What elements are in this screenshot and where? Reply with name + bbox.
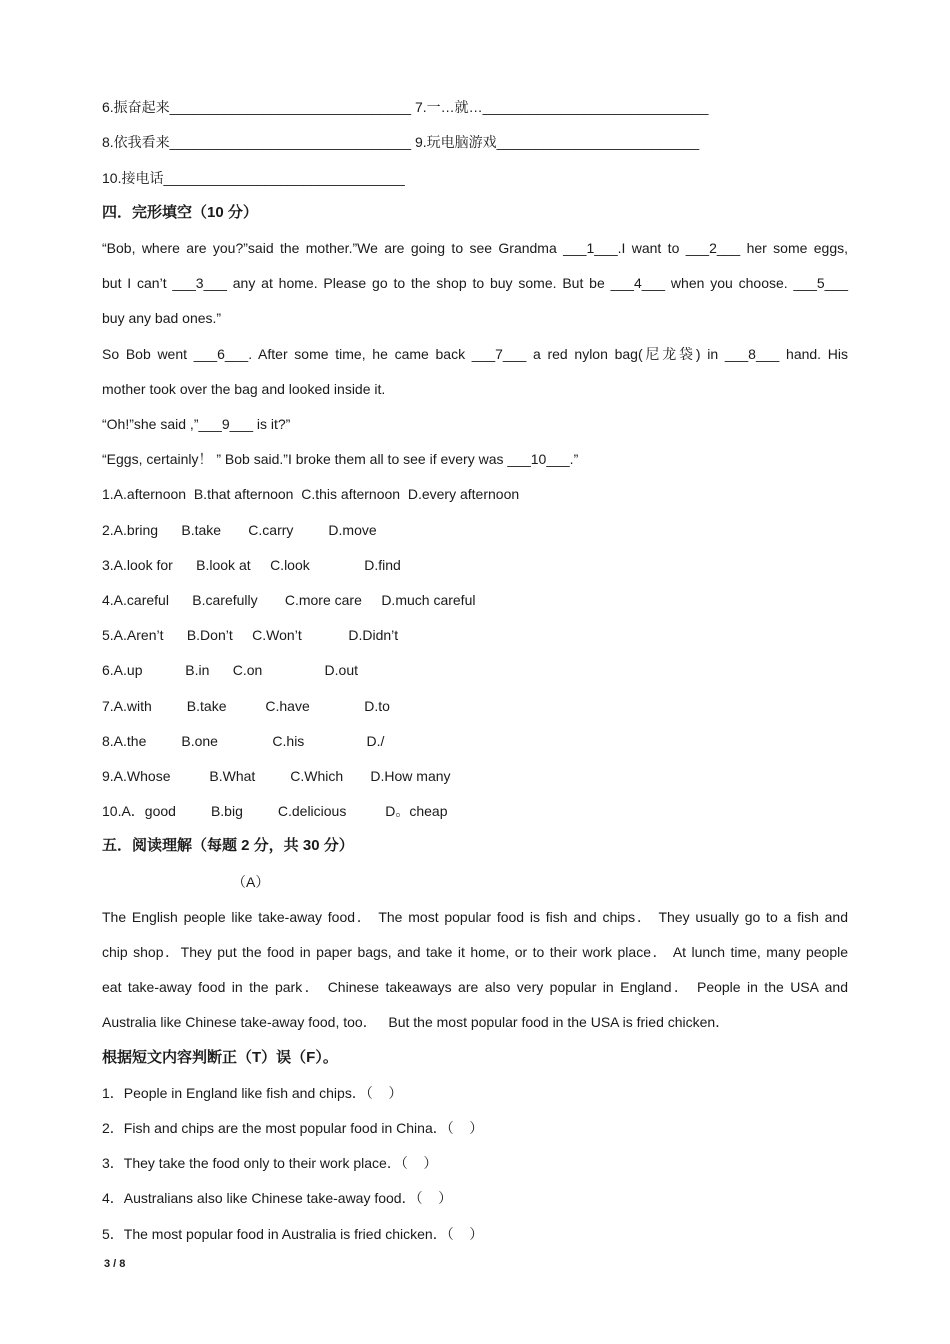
cloze-option-row: 5.A.Aren’t B.Don’t C.Won’t D.Didn’t <box>102 627 399 643</box>
cloze-paragraph-line: mother took over the bag and looked inside it. <box>102 381 386 397</box>
vocab-item-10: 10.接电话_______________________________ <box>102 170 405 186</box>
vocab-item-6: 6.振奋起来_______________________________ <box>102 99 412 115</box>
cloze-option-row: 9.A.Whose B.What C.Which D.How many <box>102 768 451 784</box>
cloze-option-row: 8.A.the B.one C.his D./ <box>102 733 385 749</box>
section4-heading: 四．完形填空（10 分） <box>102 204 258 221</box>
vocab-item-9: 9.玩电脑游戏__________________________ <box>415 134 700 150</box>
cloze-paragraph-line: “Eggs, certainly！ ” Bob said.”I broke them all to see if every was ___10___.” <box>102 451 579 467</box>
true-false-instruction: 根据短文内容判断正（T）误（F）。 <box>102 1049 338 1066</box>
cloze-option-row: 3.A.look for B.look at C.look D.find <box>102 557 401 573</box>
reading-passage-line: The English people like take-away food． The most popular food is fish and chips． They usually go to a fish and <box>102 909 848 925</box>
true-false-question: 4．Australians also like Chinese take-away food．（ ） <box>102 1190 453 1206</box>
reading-passage-line: Australia like Chinese take-away food, too． But the most popular food in the USA is fried chicken． <box>102 1014 730 1030</box>
true-false-question: 3．They take the food only to their work place．（ ） <box>102 1155 438 1171</box>
cloze-option-row: 2.A.bring B.take C.carry D.move <box>102 522 377 538</box>
cloze-option-row: 10.A．good B.big C.delicious D。cheap <box>102 803 448 819</box>
reading-passage-line: eat take-away food in the park． Chinese takeaways are also very popular in England． People in the USA and <box>102 979 848 995</box>
reading-passage-line: chip shop．They put the food in paper bags, and take it home, or to their work place． At lunch time, many people <box>102 944 848 960</box>
cloze-paragraph-line: buy any bad ones.” <box>102 310 222 326</box>
cloze-paragraph-line: “Oh!”she said ,”___9___ is it?” <box>102 416 291 432</box>
section5-heading: 五．阅读理解（每题 2 分，共 30 分） <box>102 837 354 854</box>
cloze-paragraph-line: but I can’t ___3___ any at home. Please go to the shop to buy some. But be ___4___ when you choose. ___5___ <box>102 275 848 291</box>
cloze-option-row: 7.A.with B.take C.have D.to <box>102 698 390 714</box>
cloze-option-row: 6.A.up B.in C.on D.out <box>102 662 358 678</box>
cloze-paragraph-line: So Bob went ___6___. After some time, he came back ___7___ a red nylon bag(尼龙袋) in ___8___ hand. His <box>102 346 848 362</box>
cloze-paragraph-line: “Bob, where are you?”said the mother.”We are going to see Grandma ___1___.I want to ___2___ her some eggs, <box>102 240 848 256</box>
page-number: 3 / 8 <box>104 1258 126 1270</box>
cloze-option-row: 1.A.afternoon B.that afternoon C.this afternoon D.every afternoon <box>102 486 520 502</box>
vocab-item-8: 8.依我看来_______________________________ <box>102 134 412 150</box>
true-false-question: 1．People in England like fish and chips．（ ） <box>102 1085 403 1101</box>
true-false-question: 2．Fish and chips are the most popular food in China．（ ） <box>102 1120 484 1136</box>
passage-label: （A） <box>232 874 270 890</box>
cloze-option-row: 4.A.careful B.carefully C.more care D.much careful <box>102 592 476 608</box>
vocab-item-7: 7.一…就…_____________________________ <box>415 99 709 115</box>
true-false-question: 5．The most popular food in Australia is fried chicken．（ ） <box>102 1226 484 1242</box>
